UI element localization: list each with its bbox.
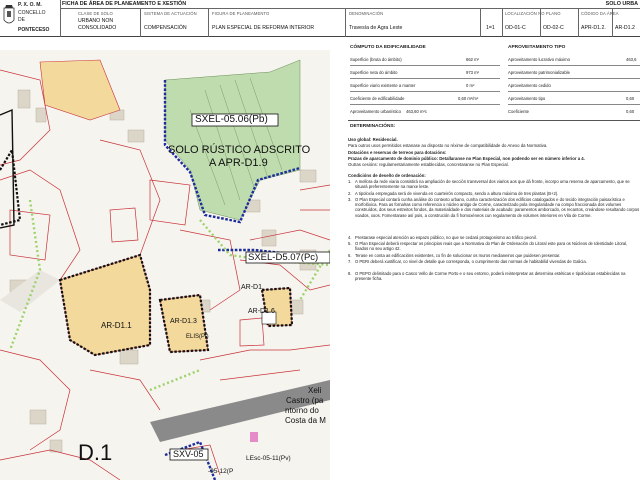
dotacions-text-2: Outras cesións: regulamentariamente establecidas, concretaranse no Plan Especial.: [348, 162, 509, 167]
label-castro-3: Costa da M: [285, 416, 326, 425]
col-label-figura: FIGURA DE PLANEAMENTO: [212, 11, 270, 16]
label-lesc: LEsc-05-11(Pv): [246, 455, 291, 462]
col-label-sistema: SISTEMA DE ACTUACIÓN: [144, 11, 197, 16]
label-castro-2: ntorno do: [285, 406, 319, 415]
computo-row: Superficie neta do ámbito 973 m²: [350, 70, 480, 75]
condition-item-6: 6. Terase en conta as edificacións existentes, co fin de solucionar os muros medianeiros que puidesen presentar.: [348, 253, 561, 258]
condition-item-1: 1. A mellora da rede viaria consistirá na ampliación de sección transversal dos viarios aos que dá fronte, incorpo urna reserva de aparcamento, que se situará preferentemente na marxe leste.: [348, 179, 630, 190]
col-value-clase-1: URBANO NON: [78, 18, 114, 24]
right-title: SOLO URBA: [605, 1, 638, 7]
col-label-codigo: CÓDIGO DA ÁREA: [581, 11, 619, 16]
computo-row: Superficie (bruta do ámbito) 662 m²: [350, 57, 480, 62]
computo-row: Coeficiente de edificabilidade 0,60 m²/m²: [350, 96, 479, 101]
label-sxel-07: SXEL-D5.07(Pc): [248, 252, 319, 263]
aprov-row: Coeficiente 0,60: [508, 109, 635, 114]
col-value-localizacion-2: OD-02-C: [543, 25, 564, 31]
condition-item-2: 2. A tipoloxía empregada será de vivenda en cuarteirón compacto, sendo a altura máxima de tres plantas (B+2).: [348, 191, 559, 196]
aprov-row: Aproveitamento cedido: [508, 83, 551, 88]
label-rustico-line2: A APR-D1.9: [209, 157, 268, 169]
col-value-sistema: COMPENSACIÓN: [144, 25, 187, 31]
dotacions-text-1: Prazas de aparcamento de dominio público: Detallaranse no Plan Especial, non podendo ser en número inferior a 4.: [348, 156, 585, 161]
condition-item-5: 5. O Plan Especial deberá respectar os principios reais que a Normativa do Plan de Ordenación do Litoral este para os Núcleos de Identidade Litoral, fixados no seu artigo 42.: [348, 241, 628, 252]
col-value-localizacion-1: OD-01-C: [505, 25, 526, 31]
label-ar-d1-3: AR-D1.3: [170, 318, 197, 325]
col-value-codigo-2: AR-D1.2: [615, 25, 635, 31]
computo-row: Aproveitamento urbanístico 463,60 m²c: [350, 109, 427, 114]
label-castro-4: Xeli: [308, 386, 322, 395]
col-label-localizacion: LOCALIZACIÓN NO PLANO: [505, 11, 561, 16]
org-line-2: CONCELLO: [18, 10, 46, 16]
label-sxel-06: SXEL-05.06(Pb): [195, 114, 268, 125]
org-line-4: PONTECESO: [18, 27, 50, 33]
dotacions-label: Dotacións e reservas de terreos para dotacións:: [348, 150, 447, 155]
col-value-figura: PLAN ESPECIAL DE REFORMA INTERIOR: [212, 25, 315, 31]
determinacions-title: DETERMINACIÓNS:: [350, 124, 396, 129]
aprov-row: Aproveitamento patrimonializable: [508, 70, 570, 75]
uso-global-line: Uso global: Residencial.: [348, 137, 398, 142]
label-elis: ELIS(Pt): [186, 334, 209, 340]
determinations-panel: [336, 40, 640, 480]
col-label-clase: CLASE DE SOLO: [78, 11, 113, 16]
sheet-title: FICHA DE ÁREA DE PLANEAMENTO E XESTIÓN: [62, 1, 187, 7]
aprov-row: Aproveitamento lucrativo máximo 463,6: [508, 57, 637, 62]
aprov-title: APROVEITAMENTO TIPO: [508, 45, 566, 50]
org-line-3: DE: [18, 17, 25, 23]
label-sxv: SXV-05: [173, 449, 204, 459]
planning-map: [0, 50, 330, 480]
col-value-clase-2: CONSOLIDADO: [78, 25, 117, 31]
title-strip: [60, 0, 640, 9]
col-value-denominacion: Travesía de Agra Leste: [349, 25, 403, 31]
label-d1: D.1: [78, 440, 113, 465]
municipal-seal-icon: [2, 2, 16, 32]
label-lesc-2: -05-12(P: [208, 468, 234, 475]
condition-item-4: 4. Prestarase especial atención ao espazo público, no que se cedará protagonismo ao tráfico peonil.: [348, 235, 537, 240]
col-value-codigo-1: APR-D1.2.: [581, 25, 606, 31]
uso-text: Para outros usos permitidos estanase ao disposto no réxime de compatibilidade do Anexo da Normativa.: [348, 143, 548, 148]
col-value-scale: 1=1: [486, 25, 495, 31]
condicions-label: Condicións de deseño de ordenación:: [348, 173, 426, 178]
condition-item-3: 3. O Plan Especial contará cunha análise do contexto urbano, cunha caracterización dos edificios catalogados e do tecido integración paisaxística e morfolóxica. Para as fornalras como referencia o núcleo antigo de Corme, caracterizado pola irregularidade na compo fraccionada dos volumes construídos, dos seus estreitos fondos, da materialidade e dos materiais de acabado: paramentos amborcado, os recantos, creándose resultando corpos voados, xoos. Fomentarase así pois, a construción da fi homoxéneos cun regulamento de volumes interiores en Vila de Corme.: [348, 197, 640, 218]
sheet-header: [0, 0, 640, 37]
aprov-row: Aproveitamento tipo 0,60: [508, 96, 635, 101]
label-ar-d1-6: AR-D1.6: [248, 308, 275, 315]
computo-title: CÓMPUTO DA EDIFICABILIDADE: [350, 45, 426, 50]
label-ar-d1-1: AR-D1.1: [101, 321, 132, 330]
planning-map-drawing: [0, 50, 330, 480]
label-ar-d1-x: AR-D1.: [241, 284, 264, 291]
condition-item-8: 8. O PEPO delimitado para o Casco Vello de Corme Porto e o seu entorno, poderá reinterpretar as determina estéticas e tipolóxicas establecidas na presente ficha.: [348, 271, 626, 282]
computo-row: Superficie viario existente a manter 0 m²: [350, 83, 475, 88]
condition-item-7: 7. O PERI deberá xustificar, co nivel de detalle que corresponda, o cumprimento das normas de habitabilid vivendas de Galicia.: [348, 259, 587, 264]
org-line-1: P. X. O. M.: [18, 2, 42, 8]
label-rustico-line1: SOLO RÚSTICO ADSCRITO: [168, 144, 311, 156]
label-castro-1: Castro (pa: [286, 396, 324, 405]
col-label-denominacion: DENOMINACIÓN: [349, 11, 384, 16]
